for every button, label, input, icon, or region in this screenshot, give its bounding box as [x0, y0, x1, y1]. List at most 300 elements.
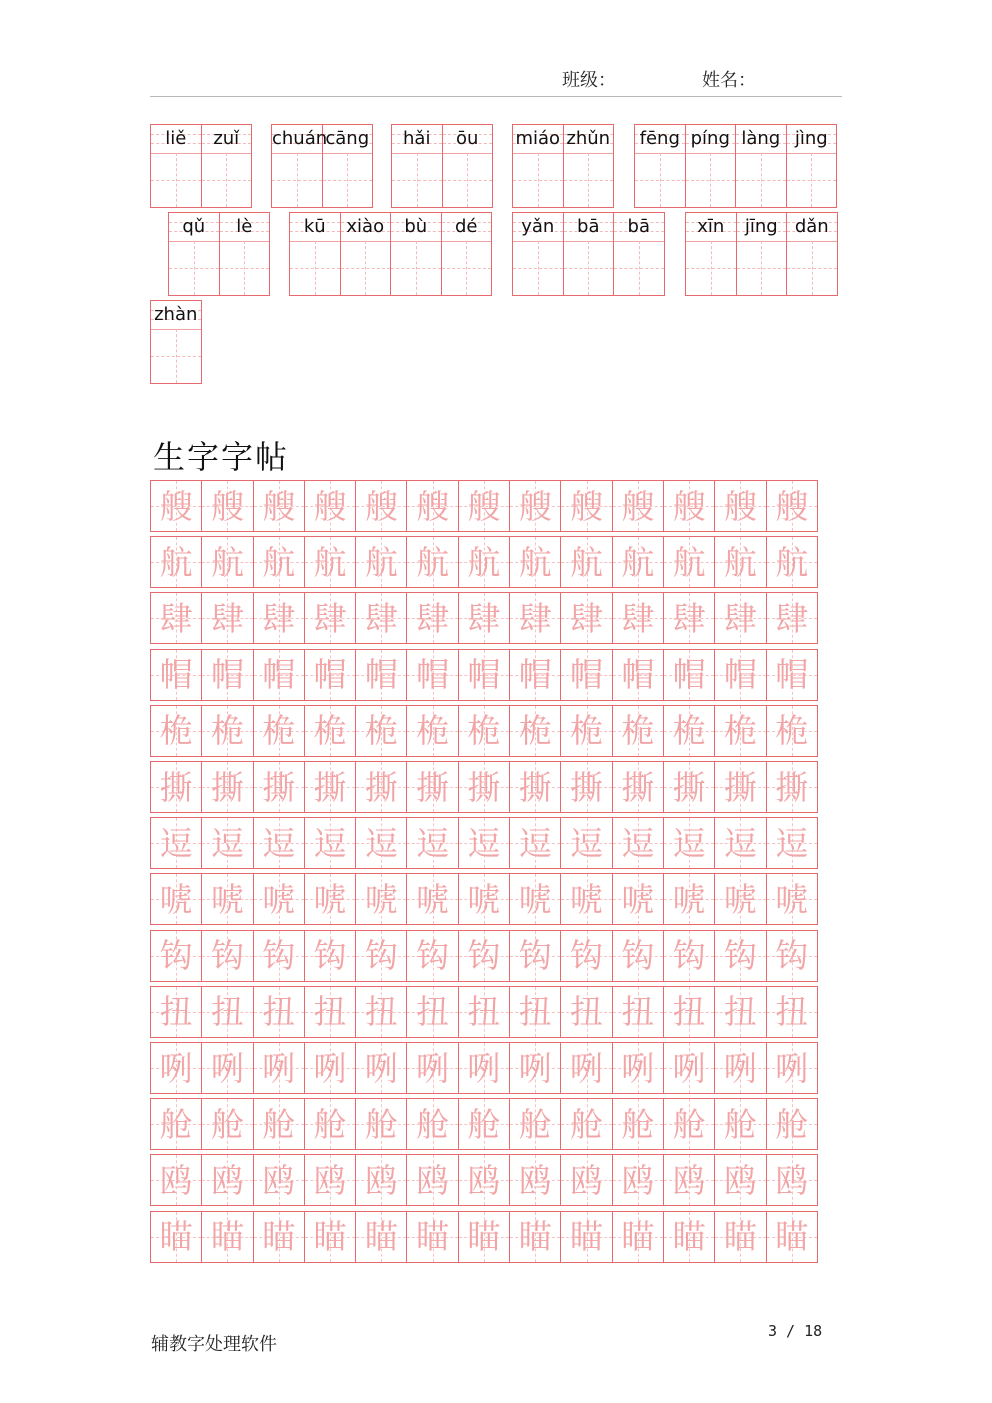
practice-square[interactable] — [150, 1154, 202, 1206]
practice-square[interactable] — [560, 873, 612, 925]
writing-cell[interactable] — [271, 124, 328, 208]
practice-square[interactable] — [150, 873, 202, 925]
practice-square[interactable] — [304, 930, 356, 982]
practice-square[interactable] — [304, 1211, 356, 1263]
practice-square[interactable] — [714, 1154, 766, 1206]
hanzi-write-box[interactable] — [736, 153, 786, 207]
practice-square[interactable] — [612, 817, 664, 869]
hanzi-write-box[interactable] — [202, 153, 252, 207]
writing-cell[interactable] — [512, 124, 564, 208]
practice-square[interactable] — [766, 536, 818, 588]
hanzi-write-box[interactable] — [635, 153, 685, 207]
practice-square[interactable] — [509, 480, 561, 532]
practice-square[interactable] — [150, 1042, 202, 1094]
practice-square[interactable] — [253, 1098, 305, 1150]
practice-square[interactable] — [201, 930, 253, 982]
practice-square[interactable] — [663, 536, 715, 588]
practice-square[interactable] — [304, 1098, 356, 1150]
trace-character: 桅 — [210, 711, 244, 751]
practice-square[interactable] — [663, 986, 715, 1038]
practice-square[interactable] — [406, 1211, 458, 1263]
practice-square[interactable] — [458, 1098, 510, 1150]
writing-cell[interactable] — [613, 212, 665, 296]
writing-cell[interactable] — [289, 212, 341, 296]
practice-square[interactable] — [150, 986, 202, 1038]
practice-square[interactable] — [201, 1211, 253, 1263]
practice-square[interactable] — [560, 1154, 612, 1206]
practice-square[interactable] — [612, 1098, 664, 1150]
practice-square[interactable] — [458, 1042, 510, 1094]
practice-square[interactable] — [150, 480, 202, 532]
writing-cell[interactable] — [736, 212, 788, 296]
practice-square[interactable] — [714, 649, 766, 701]
practice-square[interactable] — [766, 480, 818, 532]
practice-square[interactable] — [355, 1211, 407, 1263]
practice-square[interactable] — [304, 873, 356, 925]
practice-square[interactable] — [612, 873, 664, 925]
practice-square[interactable] — [766, 1211, 818, 1263]
practice-square[interactable] — [304, 986, 356, 1038]
trace-character: 航 — [570, 542, 604, 582]
practice-square[interactable] — [560, 817, 612, 869]
trace-character: 钩 — [467, 936, 501, 976]
practice-square[interactable] — [560, 986, 612, 1038]
practice-square[interactable] — [253, 705, 305, 757]
trace-character: 撕 — [621, 767, 655, 807]
practice-square[interactable] — [406, 873, 458, 925]
hanzi-write-box[interactable] — [614, 241, 664, 295]
writing-cell[interactable] — [150, 124, 202, 208]
trace-character: 桅 — [262, 711, 296, 751]
trace-character: 帽 — [723, 655, 757, 695]
writing-cell[interactable] — [441, 212, 493, 296]
writing-cell[interactable] — [168, 212, 220, 296]
practice-square[interactable] — [253, 592, 305, 644]
practice-square[interactable] — [612, 930, 664, 982]
word-group — [634, 124, 837, 208]
practice-square[interactable] — [406, 1098, 458, 1150]
practice-square[interactable] — [766, 873, 818, 925]
trace-character: 艘 — [262, 486, 296, 526]
practice-row — [150, 1154, 818, 1206]
hanzi-write-box[interactable] — [391, 241, 441, 295]
practice-square[interactable] — [406, 761, 458, 813]
practice-square[interactable] — [509, 1042, 561, 1094]
writing-cell[interactable] — [786, 212, 838, 296]
pinyin-label-box — [635, 125, 685, 154]
practice-square[interactable] — [663, 817, 715, 869]
writing-cell[interactable] — [391, 124, 443, 208]
writing-cell[interactable] — [219, 212, 271, 296]
trace-character: 桅 — [621, 711, 655, 751]
practice-square[interactable] — [355, 536, 407, 588]
practice-square[interactable] — [458, 536, 510, 588]
practice-square[interactable] — [355, 480, 407, 532]
practice-square[interactable] — [612, 705, 664, 757]
name-label: 姓名： — [702, 70, 756, 91]
hanzi-write-box[interactable] — [564, 241, 614, 295]
practice-square[interactable] — [612, 761, 664, 813]
practice-square[interactable] — [663, 592, 715, 644]
trace-character: 逗 — [467, 823, 501, 863]
pinyin-text: xīn — [697, 216, 725, 237]
practice-square[interactable] — [714, 1211, 766, 1263]
practice-square[interactable] — [560, 536, 612, 588]
practice-square[interactable] — [612, 986, 664, 1038]
practice-square[interactable] — [406, 1042, 458, 1094]
writing-cell[interactable] — [786, 124, 838, 208]
hanzi-write-box[interactable] — [341, 241, 391, 295]
practice-square[interactable] — [714, 930, 766, 982]
trace-character: 鸥 — [518, 1160, 552, 1200]
practice-square[interactable] — [509, 817, 561, 869]
hanzi-write-box[interactable] — [442, 241, 492, 295]
writing-cell[interactable] — [685, 212, 737, 296]
practice-square[interactable] — [663, 649, 715, 701]
trace-character: 鸥 — [672, 1160, 706, 1200]
trace-character: 唬 — [672, 879, 706, 919]
trace-character: 咧 — [775, 1048, 809, 1088]
practice-square[interactable] — [201, 480, 253, 532]
hanzi-write-box[interactable] — [443, 153, 493, 207]
pinyin-text: bù — [404, 216, 428, 237]
practice-square[interactable] — [355, 649, 407, 701]
practice-square[interactable] — [560, 649, 612, 701]
practice-square[interactable] — [560, 705, 612, 757]
practice-square[interactable] — [612, 536, 664, 588]
practice-square[interactable] — [201, 986, 253, 1038]
hanzi-write-box[interactable] — [392, 153, 442, 207]
practice-square[interactable] — [612, 480, 664, 532]
practice-square[interactable] — [766, 1042, 818, 1094]
writing-cell[interactable] — [563, 124, 615, 208]
practice-square[interactable] — [253, 1211, 305, 1263]
practice-square[interactable] — [766, 649, 818, 701]
practice-square[interactable] — [458, 705, 510, 757]
trace-character: 肆 — [313, 598, 347, 638]
trace-character: 鸥 — [621, 1160, 655, 1200]
practice-square[interactable] — [714, 986, 766, 1038]
hanzi-write-box[interactable] — [564, 153, 614, 207]
practice-square[interactable] — [612, 592, 664, 644]
practice-square[interactable] — [766, 761, 818, 813]
trace-character: 鸥 — [775, 1160, 809, 1200]
practice-square[interactable] — [509, 1211, 561, 1263]
practice-square[interactable] — [304, 649, 356, 701]
trace-character: 鸥 — [723, 1160, 757, 1200]
practice-square[interactable] — [458, 1211, 510, 1263]
practice-square[interactable] — [150, 536, 202, 588]
practice-square[interactable] — [766, 986, 818, 1038]
practice-square[interactable] — [509, 592, 561, 644]
trace-character: 肆 — [364, 598, 398, 638]
practice-square[interactable] — [560, 930, 612, 982]
pinyin-text: yǎn — [521, 216, 555, 237]
practice-square[interactable] — [458, 873, 510, 925]
practice-square[interactable] — [355, 873, 407, 925]
practice-square[interactable] — [201, 592, 253, 644]
writing-cell[interactable] — [340, 212, 392, 296]
practice-square[interactable] — [663, 1098, 715, 1150]
trace-character: 逗 — [313, 823, 347, 863]
practice-square[interactable] — [355, 761, 407, 813]
writing-cell[interactable] — [390, 212, 442, 296]
practice-square[interactable] — [714, 705, 766, 757]
writing-cell[interactable] — [735, 124, 787, 208]
trace-character: 帽 — [672, 655, 706, 695]
practice-square[interactable] — [766, 705, 818, 757]
practice-square[interactable] — [150, 1211, 202, 1263]
practice-square[interactable] — [406, 536, 458, 588]
practice-square[interactable] — [150, 761, 202, 813]
practice-square[interactable] — [766, 1098, 818, 1150]
pinyin-text: làng — [741, 128, 781, 149]
practice-square[interactable] — [355, 817, 407, 869]
pinyin-label-box — [442, 213, 492, 242]
hanzi-write-box[interactable] — [737, 241, 787, 295]
hanzi-write-box[interactable] — [169, 241, 219, 295]
writing-cell[interactable] — [442, 124, 494, 208]
practice-square[interactable] — [714, 480, 766, 532]
practice-square[interactable] — [355, 986, 407, 1038]
practice-square[interactable] — [355, 592, 407, 644]
practice-square[interactable] — [201, 649, 253, 701]
practice-row — [150, 1211, 818, 1263]
practice-square[interactable] — [509, 705, 561, 757]
practice-square[interactable] — [253, 536, 305, 588]
trace-character: 肆 — [159, 598, 193, 638]
trace-character: 逗 — [416, 823, 450, 863]
trace-character: 舱 — [210, 1104, 244, 1144]
practice-square[interactable] — [406, 592, 458, 644]
practice-square[interactable] — [509, 873, 561, 925]
trace-character: 桅 — [159, 711, 193, 751]
trace-character: 逗 — [723, 823, 757, 863]
trace-character: 逗 — [518, 823, 552, 863]
practice-square[interactable] — [355, 1042, 407, 1094]
page-number: 3 / 18 — [768, 1322, 823, 1340]
practice-square[interactable] — [406, 480, 458, 532]
practice-square[interactable] — [714, 873, 766, 925]
practice-square[interactable] — [714, 1098, 766, 1150]
practice-square[interactable] — [406, 817, 458, 869]
practice-square[interactable] — [714, 761, 766, 813]
trace-character: 逗 — [159, 823, 193, 863]
hanzi-write-box[interactable] — [220, 241, 270, 295]
practice-square[interactable] — [509, 649, 561, 701]
trace-character: 桅 — [467, 711, 501, 751]
practice-square[interactable] — [560, 1098, 612, 1150]
writing-cell[interactable] — [563, 212, 615, 296]
trace-character: 扭 — [672, 992, 706, 1032]
trace-character: 舱 — [159, 1104, 193, 1144]
practice-square[interactable] — [406, 1154, 458, 1206]
trace-character: 鸥 — [570, 1160, 604, 1200]
practice-square[interactable] — [560, 1042, 612, 1094]
practice-square[interactable] — [150, 817, 202, 869]
practice-square[interactable] — [304, 480, 356, 532]
practice-square[interactable] — [406, 649, 458, 701]
trace-character: 撕 — [775, 767, 809, 807]
practice-square[interactable] — [355, 1154, 407, 1206]
practice-square[interactable] — [458, 1154, 510, 1206]
practice-square[interactable] — [714, 592, 766, 644]
practice-square[interactable] — [304, 536, 356, 588]
practice-square[interactable] — [458, 817, 510, 869]
practice-square[interactable] — [150, 592, 202, 644]
practice-square[interactable] — [253, 986, 305, 1038]
practice-square[interactable] — [201, 705, 253, 757]
practice-square[interactable] — [201, 873, 253, 925]
practice-square[interactable] — [150, 930, 202, 982]
practice-square[interactable] — [560, 1211, 612, 1263]
hanzi-write-box[interactable] — [513, 153, 563, 207]
practice-square[interactable] — [612, 1042, 664, 1094]
header-divider — [150, 96, 842, 97]
practice-square[interactable] — [201, 1154, 253, 1206]
practice-square[interactable] — [509, 1154, 561, 1206]
trace-character: 扭 — [159, 992, 193, 1032]
practice-square[interactable] — [458, 649, 510, 701]
pinyin-text: zhǔn — [566, 128, 611, 149]
trace-character: 航 — [723, 542, 757, 582]
hanzi-write-box[interactable] — [272, 153, 322, 207]
pinyin-label-box — [392, 125, 442, 154]
practice-square[interactable] — [253, 480, 305, 532]
practice-square[interactable] — [560, 592, 612, 644]
practice-square[interactable] — [612, 1211, 664, 1263]
practice-square[interactable] — [766, 1154, 818, 1206]
writing-cell[interactable] — [201, 124, 253, 208]
practice-square[interactable] — [458, 761, 510, 813]
practice-square[interactable] — [355, 930, 407, 982]
practice-square[interactable] — [560, 761, 612, 813]
pinyin-text: liě — [165, 128, 187, 149]
practice-square[interactable] — [304, 761, 356, 813]
practice-square[interactable] — [663, 705, 715, 757]
practice-square[interactable] — [304, 705, 356, 757]
practice-square[interactable] — [150, 1098, 202, 1150]
trace-character: 帽 — [416, 655, 450, 695]
hanzi-write-box[interactable] — [151, 153, 201, 207]
pinyin-label-box — [564, 125, 614, 154]
practice-square[interactable] — [663, 1154, 715, 1206]
practice-square[interactable] — [509, 1098, 561, 1150]
practice-square[interactable] — [766, 592, 818, 644]
practice-square[interactable] — [201, 536, 253, 588]
practice-square[interactable] — [663, 873, 715, 925]
hanzi-write-box[interactable] — [686, 153, 736, 207]
practice-square[interactable] — [406, 930, 458, 982]
practice-square[interactable] — [663, 761, 715, 813]
pinyin-label-box — [787, 213, 837, 242]
practice-square[interactable] — [766, 817, 818, 869]
practice-square[interactable] — [201, 817, 253, 869]
practice-square[interactable] — [509, 930, 561, 982]
practice-square[interactable] — [304, 592, 356, 644]
practice-row — [150, 480, 818, 532]
hanzi-write-box[interactable] — [290, 241, 340, 295]
practice-square[interactable] — [766, 930, 818, 982]
writing-cell[interactable] — [150, 300, 202, 384]
hanzi-write-box[interactable] — [686, 241, 736, 295]
practice-square[interactable] — [458, 930, 510, 982]
hanzi-write-box[interactable] — [787, 241, 837, 295]
hanzi-write-box[interactable] — [787, 153, 837, 207]
practice-square[interactable] — [663, 1211, 715, 1263]
writing-cell[interactable] — [512, 212, 564, 296]
practice-square[interactable] — [253, 1042, 305, 1094]
trace-character: 瞄 — [416, 1217, 450, 1257]
pinyin-label-box — [686, 213, 736, 242]
writing-cell[interactable] — [322, 124, 374, 208]
trace-character: 肆 — [416, 598, 450, 638]
practice-square[interactable] — [560, 480, 612, 532]
practice-square[interactable] — [458, 986, 510, 1038]
trace-character: 钩 — [723, 936, 757, 976]
practice-square[interactable] — [201, 1042, 253, 1094]
practice-square[interactable] — [663, 1042, 715, 1094]
pinyin-label-box — [391, 213, 441, 242]
trace-character: 鸥 — [416, 1160, 450, 1200]
practice-row — [150, 649, 818, 701]
practice-square[interactable] — [406, 986, 458, 1038]
practice-square[interactable] — [201, 761, 253, 813]
practice-square[interactable] — [355, 1098, 407, 1150]
practice-square[interactable] — [253, 761, 305, 813]
practice-square[interactable] — [663, 930, 715, 982]
practice-square[interactable] — [253, 1154, 305, 1206]
practice-square[interactable] — [253, 817, 305, 869]
practice-square[interactable] — [509, 536, 561, 588]
practice-square[interactable] — [509, 986, 561, 1038]
practice-square[interactable] — [714, 536, 766, 588]
hanzi-write-box[interactable] — [513, 241, 563, 295]
practice-square[interactable] — [253, 873, 305, 925]
pinyin-text: píng — [690, 128, 730, 149]
trace-character: 唬 — [570, 879, 604, 919]
practice-square[interactable] — [355, 705, 407, 757]
practice-square[interactable] — [150, 705, 202, 757]
practice-square[interactable] — [714, 817, 766, 869]
pinyin-text: dǎn — [794, 216, 829, 237]
trace-character: 撕 — [416, 767, 450, 807]
hanzi-write-box[interactable] — [151, 329, 201, 383]
practice-square[interactable] — [406, 705, 458, 757]
practice-square[interactable] — [253, 930, 305, 982]
practice-square[interactable] — [458, 592, 510, 644]
trace-character: 艘 — [518, 486, 552, 526]
writing-cell[interactable] — [634, 124, 686, 208]
hanzi-write-box[interactable] — [323, 153, 373, 207]
practice-square[interactable] — [458, 480, 510, 532]
practice-square[interactable] — [150, 649, 202, 701]
trace-character: 扭 — [364, 992, 398, 1032]
practice-square[interactable] — [304, 817, 356, 869]
trace-character: 航 — [210, 542, 244, 582]
trace-character: 艘 — [467, 486, 501, 526]
practice-square[interactable] — [714, 1042, 766, 1094]
practice-square[interactable] — [304, 1154, 356, 1206]
practice-square[interactable] — [509, 761, 561, 813]
practice-square[interactable] — [612, 1154, 664, 1206]
practice-square[interactable] — [253, 649, 305, 701]
practice-square[interactable] — [612, 649, 664, 701]
writing-cell[interactable] — [685, 124, 737, 208]
practice-square[interactable] — [201, 1098, 253, 1150]
practice-square[interactable] — [304, 1042, 356, 1094]
practice-square[interactable] — [663, 480, 715, 532]
